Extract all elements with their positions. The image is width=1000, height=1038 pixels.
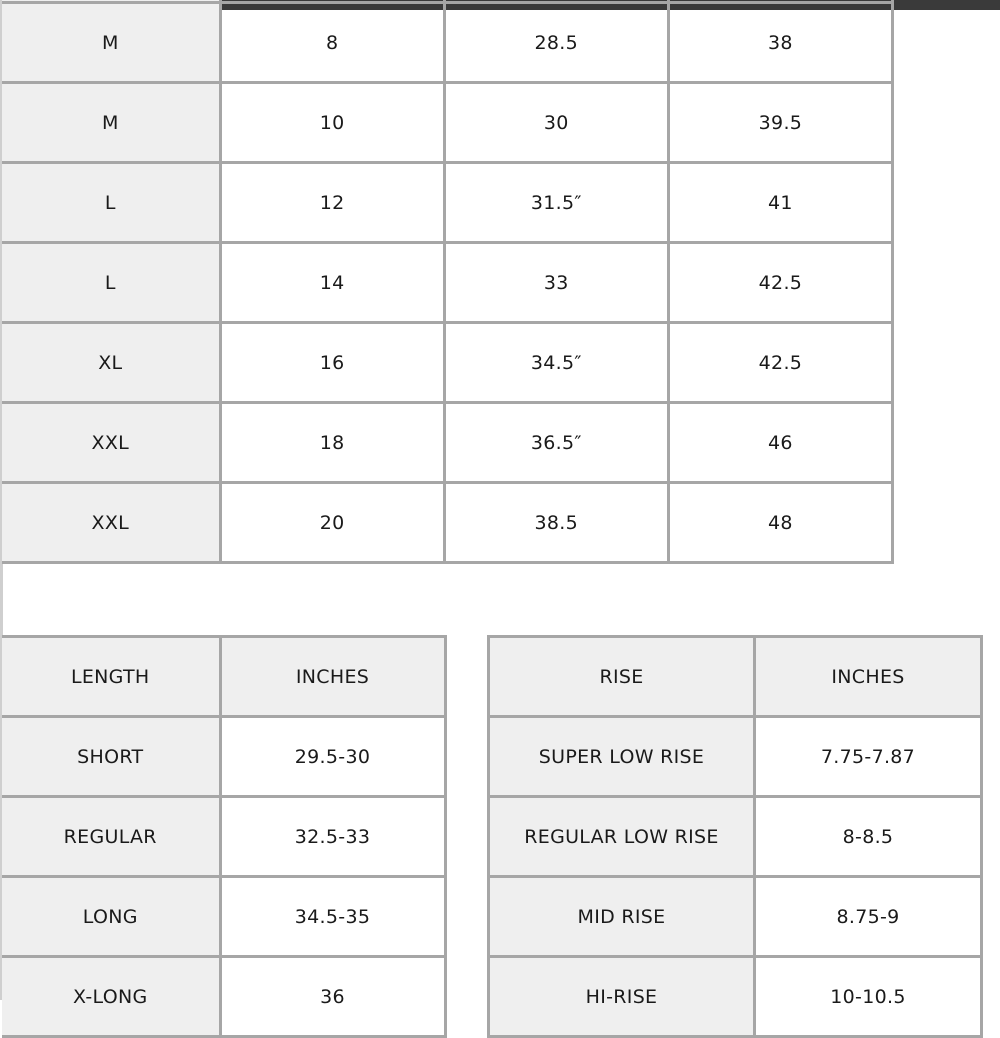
rise-label-cell: REGULAR LOW RISE [489, 797, 755, 877]
hip-cell: 42.5 [668, 323, 892, 403]
numeric-size-cell: 16 [220, 323, 444, 403]
size-label-cell: L [2, 243, 220, 323]
table-row [2, 163, 893, 243]
inches-cell: 8.75-9 [755, 877, 982, 957]
length-label-cell: LONG [2, 877, 220, 957]
numeric-size-cell: 18 [220, 403, 444, 483]
waist-cell: 36.5″ [444, 403, 668, 483]
table-row [2, 797, 445, 877]
size-label-cell: L [2, 163, 220, 243]
rise-label-cell: MID RISE [489, 877, 755, 957]
table-row [489, 877, 982, 957]
numeric-size-cell: 8 [220, 3, 444, 83]
inches-cell: 32.5-33 [220, 797, 445, 877]
hip-cell: 38 [668, 3, 892, 83]
numeric-size-cell: 12 [220, 163, 444, 243]
table-row [489, 957, 982, 1037]
inches-cell: 29.5-30 [220, 717, 445, 797]
inches-header: INCHES [755, 637, 982, 717]
waist-cell: 34.5″ [444, 323, 668, 403]
waist-cell: 30 [444, 83, 668, 163]
numeric-size-cell: 14 [220, 243, 444, 323]
hip-cell: 48 [668, 483, 892, 563]
inches-cell: 10-10.5 [755, 957, 982, 1037]
table-row [2, 877, 445, 957]
hip-cell: 46 [668, 403, 892, 483]
numeric-size-cell: 10 [220, 83, 444, 163]
length-label-cell: SHORT [2, 717, 220, 797]
length-label-cell: REGULAR [2, 797, 220, 877]
table-header-row [2, 637, 445, 717]
rise-label-cell: HI-RISE [489, 957, 755, 1037]
rise-label-cell: SUPER LOW RISE [489, 717, 755, 797]
table-row [2, 957, 445, 1037]
table-header-row [489, 637, 982, 717]
size-label-cell: M [2, 3, 220, 83]
waist-cell: 31.5″ [444, 163, 668, 243]
inches-header: INCHES [220, 637, 445, 717]
waist-cell: 38.5 [444, 483, 668, 563]
length-header: LENGTH [2, 637, 220, 717]
table-row [2, 83, 893, 163]
rise-table [487, 635, 983, 1038]
hip-cell: 39.5 [668, 83, 892, 163]
length-table [2, 635, 447, 1038]
table-row [2, 717, 445, 797]
table-row [2, 243, 893, 323]
size-label-cell: XXL [2, 403, 220, 483]
inches-cell: 8-8.5 [755, 797, 982, 877]
table-row [489, 717, 982, 797]
table-row [2, 323, 893, 403]
rise-header: RISE [489, 637, 755, 717]
inches-cell: 36 [220, 957, 445, 1037]
size-label-cell: XL [2, 323, 220, 403]
size-label-cell: M [2, 83, 220, 163]
size-label-cell: XXL [2, 483, 220, 563]
waist-cell: 33 [444, 243, 668, 323]
waist-cell: 28.5 [444, 3, 668, 83]
table-row [2, 403, 893, 483]
table-row [2, 483, 893, 563]
hip-cell: 42.5 [668, 243, 892, 323]
hip-cell: 41 [668, 163, 892, 243]
table-row [489, 797, 982, 877]
numeric-size-cell: 20 [220, 483, 444, 563]
inches-cell: 7.75-7.87 [755, 717, 982, 797]
inches-cell: 34.5-35 [220, 877, 445, 957]
table-row [2, 3, 893, 83]
size-chart-table [2, 0, 894, 564]
length-label-cell: X-LONG [2, 957, 220, 1037]
